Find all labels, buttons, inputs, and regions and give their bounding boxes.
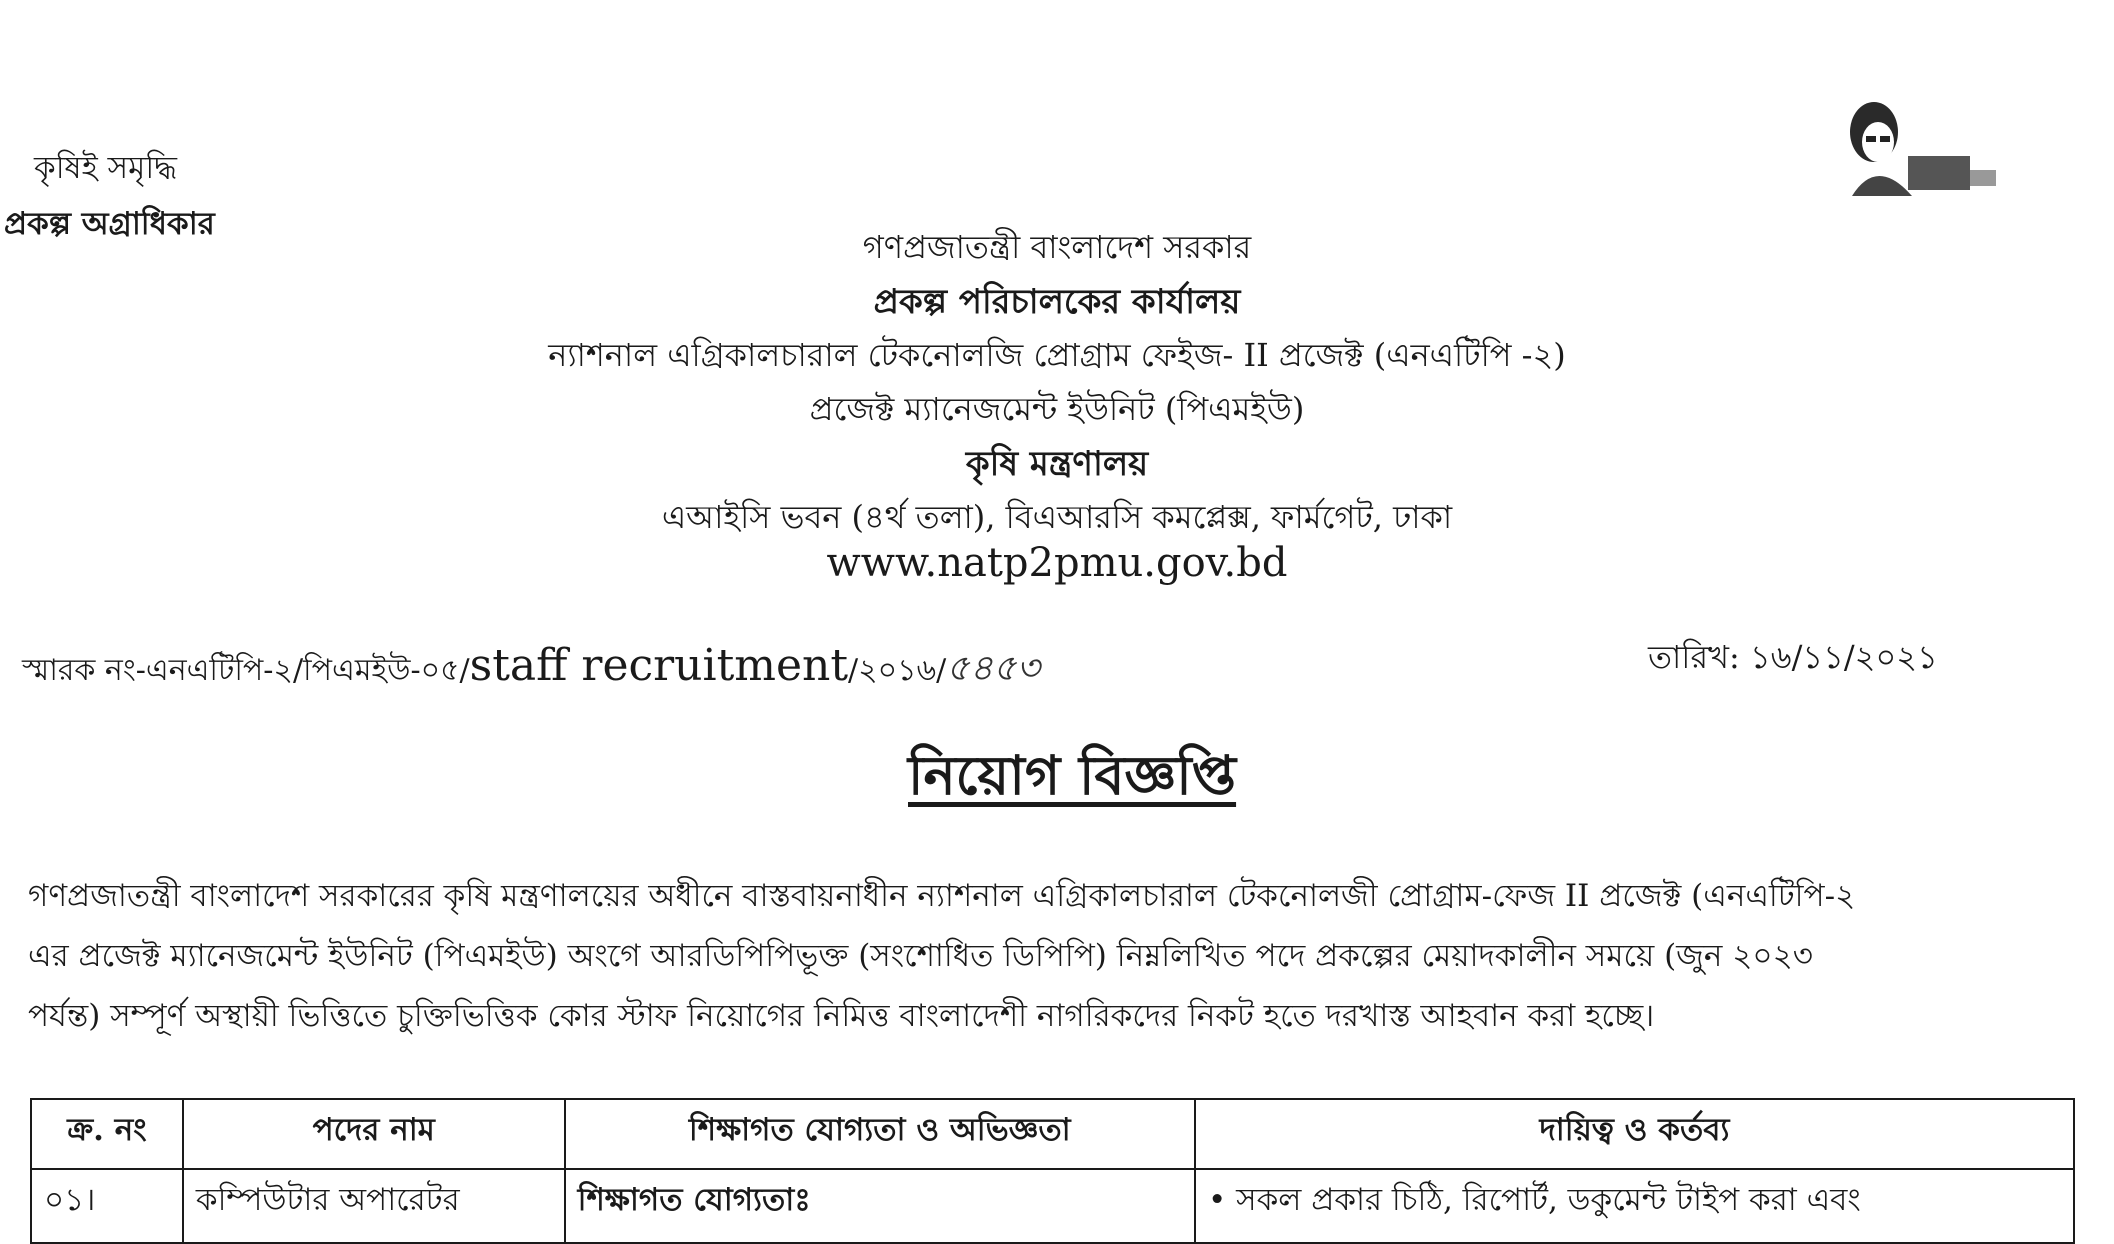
header-serial: ক্র. নং (31, 1099, 183, 1169)
project-name: ন্যাশনাল এগ্রিকালচারাল টেকনোলজি প্রোগ্রাম ফেইজ- II প্রজেক্ট (এনএটিপি -২) (548, 336, 1566, 374)
body-line-1: গণপ্রজাতন্ত্রী বাংলাদেশ সরকারের কৃষি মন্ত্রণালয়ের অধীনে বাস্তবায়নাধীন ন্যাশনাল এগ্রিকালচারাল টেকনোলজী প্রোগ্রাম-ফেজ II প্রজেক্ট (এনএটিপি-২ (28, 878, 1856, 914)
office-name: প্রকল্প পরিচালকের কার্যালয় (873, 282, 1241, 322)
issue-date: তারিখ: ১৬/১১/২০২১ (1648, 638, 1938, 676)
header-post: পদের নাম (183, 1099, 565, 1169)
header-qualification: শিক্ষাগত যোগ্যতা ও অভিজ্ঞতা (565, 1099, 1195, 1169)
website-url: www.natp2pmu.gov.bd (826, 540, 1288, 586)
cell-serial: ০১। (31, 1169, 183, 1243)
cell-post: কম্পিউটার অপারেটর (183, 1169, 565, 1243)
slogan-line-2: প্রকল্প অগ্রাধিকার (4, 206, 215, 242)
office-address: এআইসি ভবন (৪র্থ তলা), বিএআরসি কমপ্লেক্স, ফার্মগেট, ঢাকা (661, 498, 1453, 536)
header-duty: দায়িত্ব ও কর্তব্য (1195, 1099, 2074, 1169)
body-line-3: পর্যন্ত) সম্পূর্ণ অস্থায়ী ভিত্তিতে চুক্তিভিত্তিক কোর স্টাফ নিয়োগের নিমিত্ত বাংলাদেশী নাগরিকদের নিকট হতে দরখাস্ত আহবান করা হচ্ছে। (28, 998, 1655, 1034)
slogan-line-1: কৃষিই সমৃদ্ধি (34, 150, 177, 186)
government-name: গণপ্রজাতন্ত্রী বাংলাদেশ সরকার (862, 228, 1252, 266)
table-row (31, 1169, 2074, 1243)
duty-bullet: • সকল প্রকার চিঠি, রিপোর্ট, ডকুমেন্ট টাইপ করা এবং (1208, 1182, 1861, 1218)
mujib-100-emblem-icon (1822, 86, 2002, 206)
recruitment-table (30, 1098, 2075, 1244)
ministry-name: কৃষি মন্ত্রণালয় (965, 444, 1149, 484)
memo-prefix: স্মারক নং-এনএটিপি-২/পিএমইউ-০৫/ (22, 653, 470, 688)
body-line-2: এর প্রজেক্ট ম্যানেজমেন্ট ইউনিট (পিএমইউ) অংগে আরডিপিপিভূক্ত (সংশোধিত ডিপিপি) নিম্নলিখিত পদে প্রকল্পের মেয়াদকালীন সময়ে (জুন ২০২৩ (28, 938, 1813, 974)
unit-name: প্রজেক্ট ম্যানেজমেন্ট ইউনিট (পিএমইউ) (809, 390, 1305, 428)
cell-duty (1195, 1169, 2074, 1243)
notice-title: নিয়োগ বিজ্ঞপ্তি (908, 743, 1237, 807)
memo-suffix: /২০১৬/ (848, 653, 947, 688)
memo-english: staff recruitment (469, 640, 849, 691)
cell-qualification: শিক্ষাগত যোগ্যতাঃ (565, 1169, 1195, 1243)
table-header-row (31, 1099, 2074, 1169)
memo-handwritten-number: ৫৪৫৩ (946, 648, 1040, 689)
memo-number (22, 640, 1040, 701)
